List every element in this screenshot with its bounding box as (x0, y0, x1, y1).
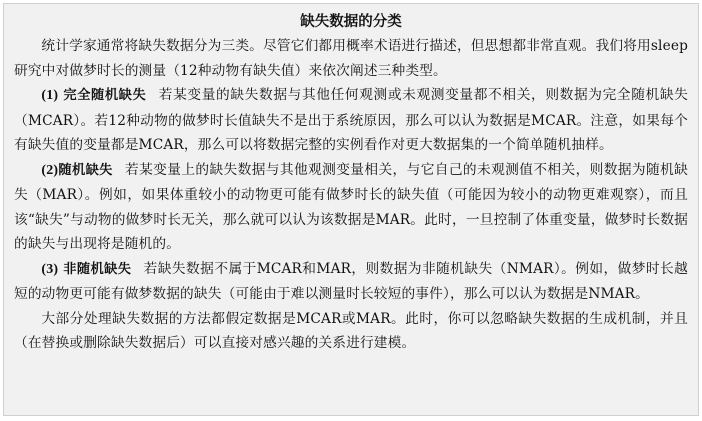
nmar-label (41, 262, 131, 277)
paragraph-text: 若某变量的缺失数据与其他任何观测或未观测变量都不相关，则数据为完全随机缺失（MCAR）。若12种动物的做梦时长值缺失不是出于系统原因，那么可以认为数据是MCAR。注意，如果每个有缺失值的变量都是MCAR，那么可以将数据完整的实例看作对更大数据集的一个简单随机抽样。 (14, 87, 689, 153)
paragraph-text: 大部分处理缺失数据的方法都假定数据是MCAR或MAR。此时，你可以忽略缺失数据的生成机制，并且（在替换或删除缺失数据后）可以直接对感兴趣的关系进行建模。 (14, 310, 688, 351)
nmar-paragraph (14, 257, 688, 307)
mar-paragraph (14, 158, 688, 257)
paragraph-text: 统计学家通常将缺失数据分为三类。尽管它们都用概率术语进行描述，但思想都非常直观。我们将用sleep研究中对做梦时长的测量（12种动物有缺失值）来依次阐述三种类型。 (14, 38, 688, 79)
nmar-label-number: (3) (41, 261, 59, 277)
mcar-label-text: 完全随机缺失 (63, 88, 147, 103)
mar-label-text: 随机缺失 (58, 162, 113, 178)
textbook-sidebar-box (3, 3, 699, 416)
section-title: 缺失数据的分类 (300, 14, 402, 30)
intro-paragraph (14, 34, 688, 83)
mcar-paragraph (14, 83, 688, 158)
paragraph-text: 若缺失数据不属于MCAR和MAR，则数据为非随机缺失（NMAR）。例如，做梦时长越短的动物更可能有做梦数据的缺失（可能由于难以测量时长较短的事件），那么可以认为数据是NMAR。 (14, 260, 689, 302)
paragraph-text: 若某变量上的缺失数据与其他观测变量相关，与它自己的未观测值不相关，则数据为随机缺失（MAR）。例如，如果体重较小的动物更可能有做梦时长的缺失值（可能因为较小的动物更难观察），而且该“缺失”与动物的做梦时长无关，那么就可以认为该数据是MAR。此时，一旦控制了体重变量，做梦时长数据的缺失与出现将是随机的。 (14, 161, 688, 252)
nmar-label-text: 非随机缺失 (63, 261, 132, 277)
mar-label-number: (2) (41, 162, 59, 178)
mcar-label (41, 88, 146, 103)
mcar-label-number: (1) (41, 88, 59, 103)
summary-paragraph (14, 307, 688, 356)
mar-label (41, 163, 112, 178)
